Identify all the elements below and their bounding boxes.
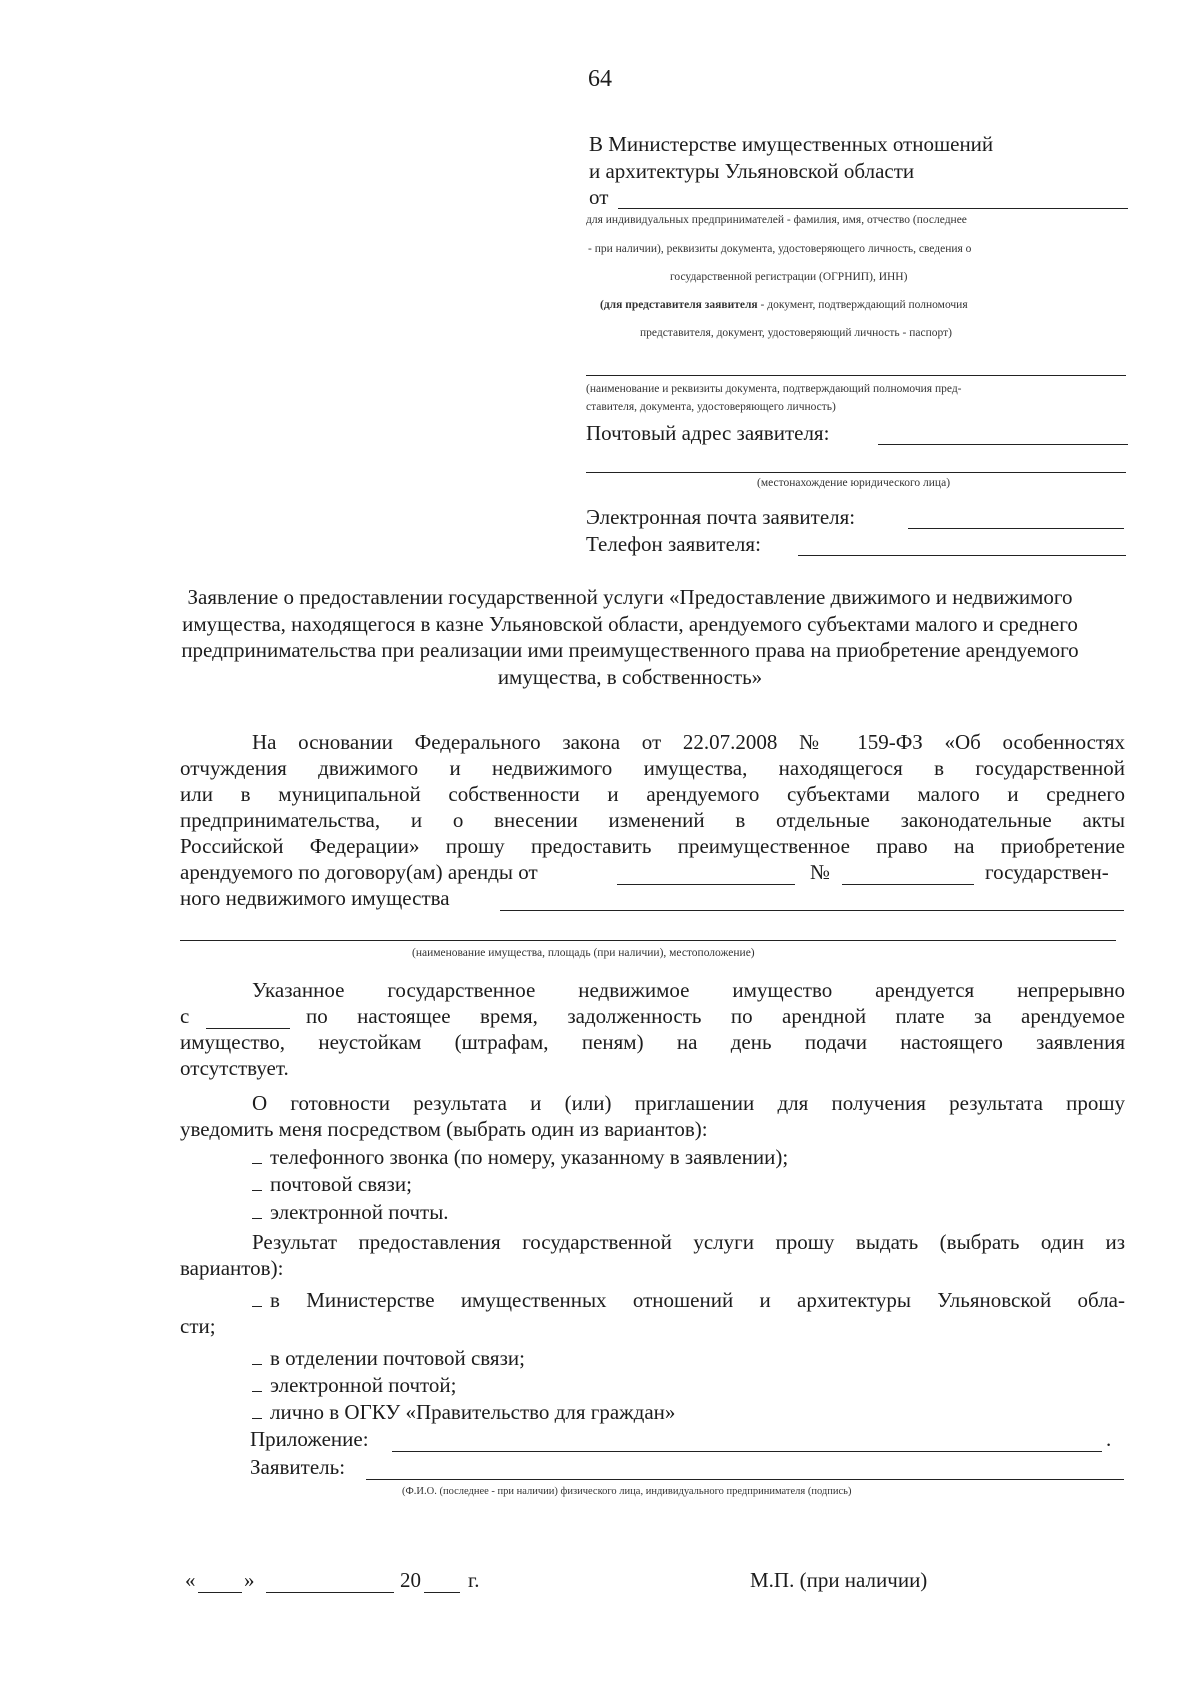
result-option-email[interactable] [252, 1373, 457, 1398]
notify-option-phone[interactable] [252, 1145, 788, 1170]
phone-field[interactable] [798, 555, 1126, 556]
p2-line-3: имущество, неустойкам (штрафам, пеням) на день подачи настоящего заявления [180, 1030, 1125, 1054]
p1-line-2: отчуждения движимого и недвижимого имущества, находящегося в государственной [180, 756, 1125, 780]
result-option-label: в Министерстве имущественных отношений и архитектуры Ульяновской обла- [270, 1288, 1125, 1312]
p2-line-2-end: по настоящее время, задолженность по арендной плате за арендуемое [306, 1004, 1125, 1028]
p1-line-6-start: арендуемого по договору(ам) аренды от [180, 860, 538, 884]
p1-line-6-end: государствен- [985, 860, 1109, 884]
applicant-note-2: - при наличии), реквизиты документа, удостоверяющего личность, сведения о [588, 243, 972, 255]
notify-option-label: электронной почты. [270, 1200, 449, 1224]
document-note-2: ставителя, документа, удостоверяющего личность) [586, 401, 836, 413]
p1-line-3: или в муниципальной собственности и арендуемого субъектами малого и среднего [180, 782, 1125, 806]
postal-address-note: (местонахождение юридического лица) [757, 477, 951, 489]
representative-label: (для представителя заявителя [600, 299, 758, 311]
addressee-line-1: В Министерстве имущественных отношений [589, 132, 994, 156]
applicant-note-3: государственной регистрации (ОГРНИП), ИНН) [670, 271, 908, 283]
lease-number-field[interactable] [842, 884, 974, 885]
addressee-line-2: и архитектуры Ульяновской области [589, 159, 915, 183]
result-option-post[interactable] [252, 1346, 525, 1371]
p4-line-1: Результат предоставления государственной услуги прошу выдать (выбрать один из [252, 1230, 1125, 1254]
date-close-quote: » [244, 1568, 255, 1592]
checkbox-icon[interactable] [252, 1154, 262, 1164]
p1-line-5: Российской Федерации» прошу предоставить преимущественное право на приобретение [180, 834, 1125, 858]
notify-option-email[interactable] [252, 1200, 449, 1225]
checkbox-icon[interactable] [252, 1297, 262, 1307]
result-option-ogku[interactable] [252, 1400, 675, 1425]
checkbox-icon[interactable] [252, 1355, 262, 1365]
appendix-period: . [1106, 1427, 1112, 1451]
p2-line-1: Указанное государственное недвижимое имущество арендуется непрерывно [252, 978, 1125, 1002]
representative-note: - документ, подтверждающий полномочия [757, 299, 968, 311]
date-open-quote: « [185, 1568, 196, 1592]
applicant-label: Заявитель: [250, 1455, 346, 1479]
p1-line-7: ного недвижимого имущества [180, 886, 450, 910]
result-option-ministry[interactable] [252, 1288, 1125, 1313]
checkbox-icon[interactable] [252, 1382, 262, 1392]
p1-line-4: предпринимательства, и о внесении изменений в отдельные законодательные акты [180, 808, 1125, 832]
phone-label: Телефон заявителя: [586, 532, 761, 556]
from-underline [618, 208, 1128, 209]
page-number: 64 [588, 66, 612, 92]
year-suffix: г. [468, 1568, 480, 1592]
result-option-label: лично в ОГКУ «Правительство для граждан» [270, 1400, 676, 1424]
lease-date-field[interactable] [617, 884, 795, 885]
year-field[interactable] [424, 1592, 460, 1593]
notify-option-label: телефонного звонка (по номеру, указанному в заявлении); [270, 1145, 789, 1169]
day-field[interactable] [198, 1592, 242, 1593]
year-prefix: 20 [400, 1568, 421, 1592]
p3-line-2: уведомить меня посредством (выбрать один из вариантов): [180, 1117, 708, 1141]
appendix-field[interactable] [392, 1451, 1102, 1452]
lease-since-field[interactable] [206, 1028, 290, 1029]
p2-line-4: отсутствует. [180, 1056, 289, 1080]
p2-line-2-start: с [180, 1004, 190, 1028]
property-field-2[interactable] [180, 940, 1116, 941]
number-sign: № [810, 860, 831, 884]
document-note-1: (наименование и реквизиты документа, подтверждающий полномочия пред- [586, 383, 962, 395]
month-field[interactable] [266, 1592, 394, 1593]
p3-line-1: О готовности результата и (или) приглашении для получения результата прошу [252, 1091, 1125, 1115]
notify-option-label: почтовой связи; [270, 1172, 412, 1196]
result-option-ministry-cont: сти; [180, 1314, 216, 1338]
email-label: Электронная почта заявителя: [586, 505, 856, 529]
result-option-label: электронной почтой; [270, 1373, 457, 1397]
checkbox-icon[interactable] [252, 1181, 262, 1191]
applicant-note-5: представителя, документ, удостоверяющий личность - паспорт) [640, 327, 952, 339]
from-label: от [589, 185, 609, 209]
p1-line-1: На основании Федерального закона от 22.07.2008 № 159-ФЗ «Об особенностях [252, 730, 1125, 754]
postal-address-field[interactable] [878, 444, 1128, 445]
appendix-label: Приложение: [250, 1427, 369, 1451]
applicant-note-1: для индивидуальных предпринимателей - фамилия, имя, отчество (последнее [586, 214, 967, 226]
representative-underline [586, 375, 1126, 376]
p4-line-2: вариантов): [180, 1256, 284, 1280]
property-note: (наименование имущества, площадь (при наличии), местоположение) [412, 947, 755, 959]
application-title: Заявление о предоставлении государственной услуги «Предоставление движимого и недвижимого имущества, находящегося в казне Ульяновской области, арендуемого субъектами малого и среднего предпринимательства при реализации ими преимущественного права на приобретение арендуемого имущества, в собственность» [181, 585, 1079, 689]
applicant-note: (Ф.И.О. (последнее - при наличии) физического лица, индивидуального предпринимателя (подпись) [402, 1486, 852, 1497]
checkbox-icon[interactable] [252, 1209, 262, 1219]
email-field[interactable] [908, 528, 1124, 529]
stamp-label: М.П. (при наличии) [750, 1568, 928, 1592]
applicant-note-4 [600, 299, 968, 311]
postal-address-label: Почтовый адрес заявителя: [586, 421, 830, 445]
notify-option-post[interactable] [252, 1172, 412, 1197]
result-option-label: в отделении почтовой связи; [270, 1346, 525, 1370]
property-field-1[interactable] [500, 910, 1124, 911]
postal-address-field-2[interactable] [586, 472, 1126, 473]
checkbox-icon[interactable] [252, 1409, 262, 1419]
applicant-field[interactable] [366, 1479, 1124, 1480]
